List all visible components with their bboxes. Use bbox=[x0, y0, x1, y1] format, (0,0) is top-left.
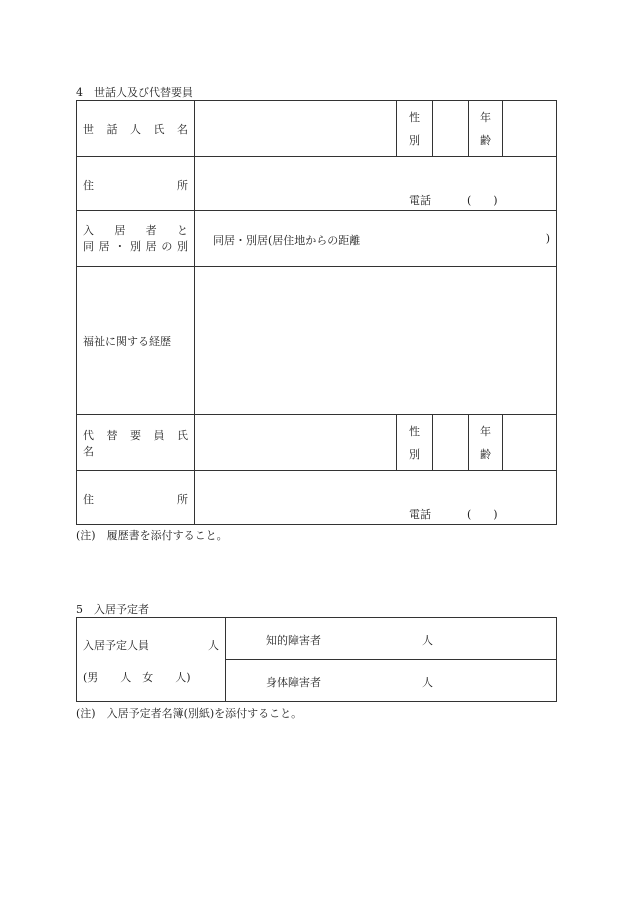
physical-count-field[interactable] bbox=[226, 660, 557, 702]
caretaker-name-label: 世 話 人 氏 名 bbox=[83, 122, 188, 136]
cohabit-label-cell bbox=[77, 211, 195, 267]
sex-label-bottom: 別 bbox=[409, 133, 420, 147]
welfare-history-field[interactable] bbox=[195, 267, 557, 415]
cohabit-value: 同居・別居(居住地からの距離 bbox=[213, 234, 361, 247]
cohabit-label-line1: 入 居 者 と bbox=[83, 223, 188, 237]
caretaker-sex-field[interactable] bbox=[433, 101, 469, 157]
phone-paren: ( ) bbox=[467, 508, 498, 521]
residents-table bbox=[76, 617, 557, 702]
caretaker-address-label-cell bbox=[77, 157, 195, 211]
physical-label: 身体障害者 bbox=[266, 676, 321, 689]
substitute-sex-label-cell bbox=[397, 415, 433, 471]
address-label-left: 住 bbox=[83, 179, 94, 192]
address-label-left: 住 bbox=[83, 493, 94, 506]
intellectual-label: 知的障害者 bbox=[266, 634, 321, 647]
address-label-right: 所 bbox=[177, 179, 188, 192]
substitute-address-field[interactable] bbox=[195, 471, 557, 525]
substitute-name-label: 代 替 要 員 氏 名 bbox=[83, 428, 199, 458]
substitute-name-field[interactable] bbox=[195, 415, 397, 471]
section-5-note: (注) 入居予定者名簿(別紙)を添付すること。 bbox=[76, 707, 303, 720]
phone-label: 電話 bbox=[409, 508, 431, 521]
caretaker-name-field[interactable] bbox=[195, 101, 397, 157]
planned-count-label: 入居予定人員 bbox=[83, 639, 149, 652]
substitute-address-label-cell bbox=[77, 471, 195, 525]
planned-count-cell bbox=[77, 618, 226, 702]
phone-paren: ( ) bbox=[467, 194, 498, 207]
section-4-heading: 4 世話人及び代替要員 bbox=[76, 86, 193, 99]
intellectual-count-field[interactable] bbox=[226, 618, 557, 660]
sex-label-top: 性 bbox=[409, 110, 420, 124]
caretaker-age-field[interactable] bbox=[503, 101, 557, 157]
caretaker-sex-label-cell bbox=[397, 101, 433, 157]
age-label-top: 年 bbox=[480, 424, 491, 438]
caretaker-age-label-cell bbox=[469, 101, 503, 157]
substitute-name-label-cell bbox=[77, 415, 199, 471]
substitute-age-field[interactable] bbox=[503, 415, 557, 471]
cohabit-label-line2: 同居・別居の別 bbox=[83, 239, 188, 253]
caretaker-address-field[interactable] bbox=[195, 157, 557, 211]
age-label-bottom: 齢 bbox=[480, 447, 491, 461]
planned-count-unit: 人 bbox=[208, 639, 219, 652]
sex-label-bottom: 別 bbox=[409, 447, 420, 461]
age-label-top: 年 bbox=[480, 110, 491, 124]
substitute-sex-field[interactable] bbox=[433, 415, 469, 471]
address-label-right: 所 bbox=[177, 493, 188, 506]
gender-breakdown: (男 人 女 人) bbox=[83, 671, 191, 684]
section-5-heading: 5 入居予定者 bbox=[76, 603, 149, 616]
substitute-age-label-cell bbox=[469, 415, 503, 471]
section-4-note: (注) 履歴書を添付すること。 bbox=[76, 529, 228, 542]
cohabit-field[interactable] bbox=[195, 211, 557, 267]
caretaker-table bbox=[76, 100, 557, 525]
age-label-bottom: 齢 bbox=[480, 133, 491, 147]
phone-label: 電話 bbox=[409, 194, 431, 207]
cohabit-value-end: ) bbox=[545, 232, 550, 245]
welfare-history-label: 福祉に関する経歴 bbox=[83, 334, 171, 348]
physical-unit: 人 bbox=[422, 676, 433, 689]
sex-label-top: 性 bbox=[409, 424, 420, 438]
caretaker-name-label-cell bbox=[77, 101, 195, 157]
welfare-history-label-cell bbox=[77, 267, 195, 415]
intellectual-unit: 人 bbox=[422, 634, 433, 647]
